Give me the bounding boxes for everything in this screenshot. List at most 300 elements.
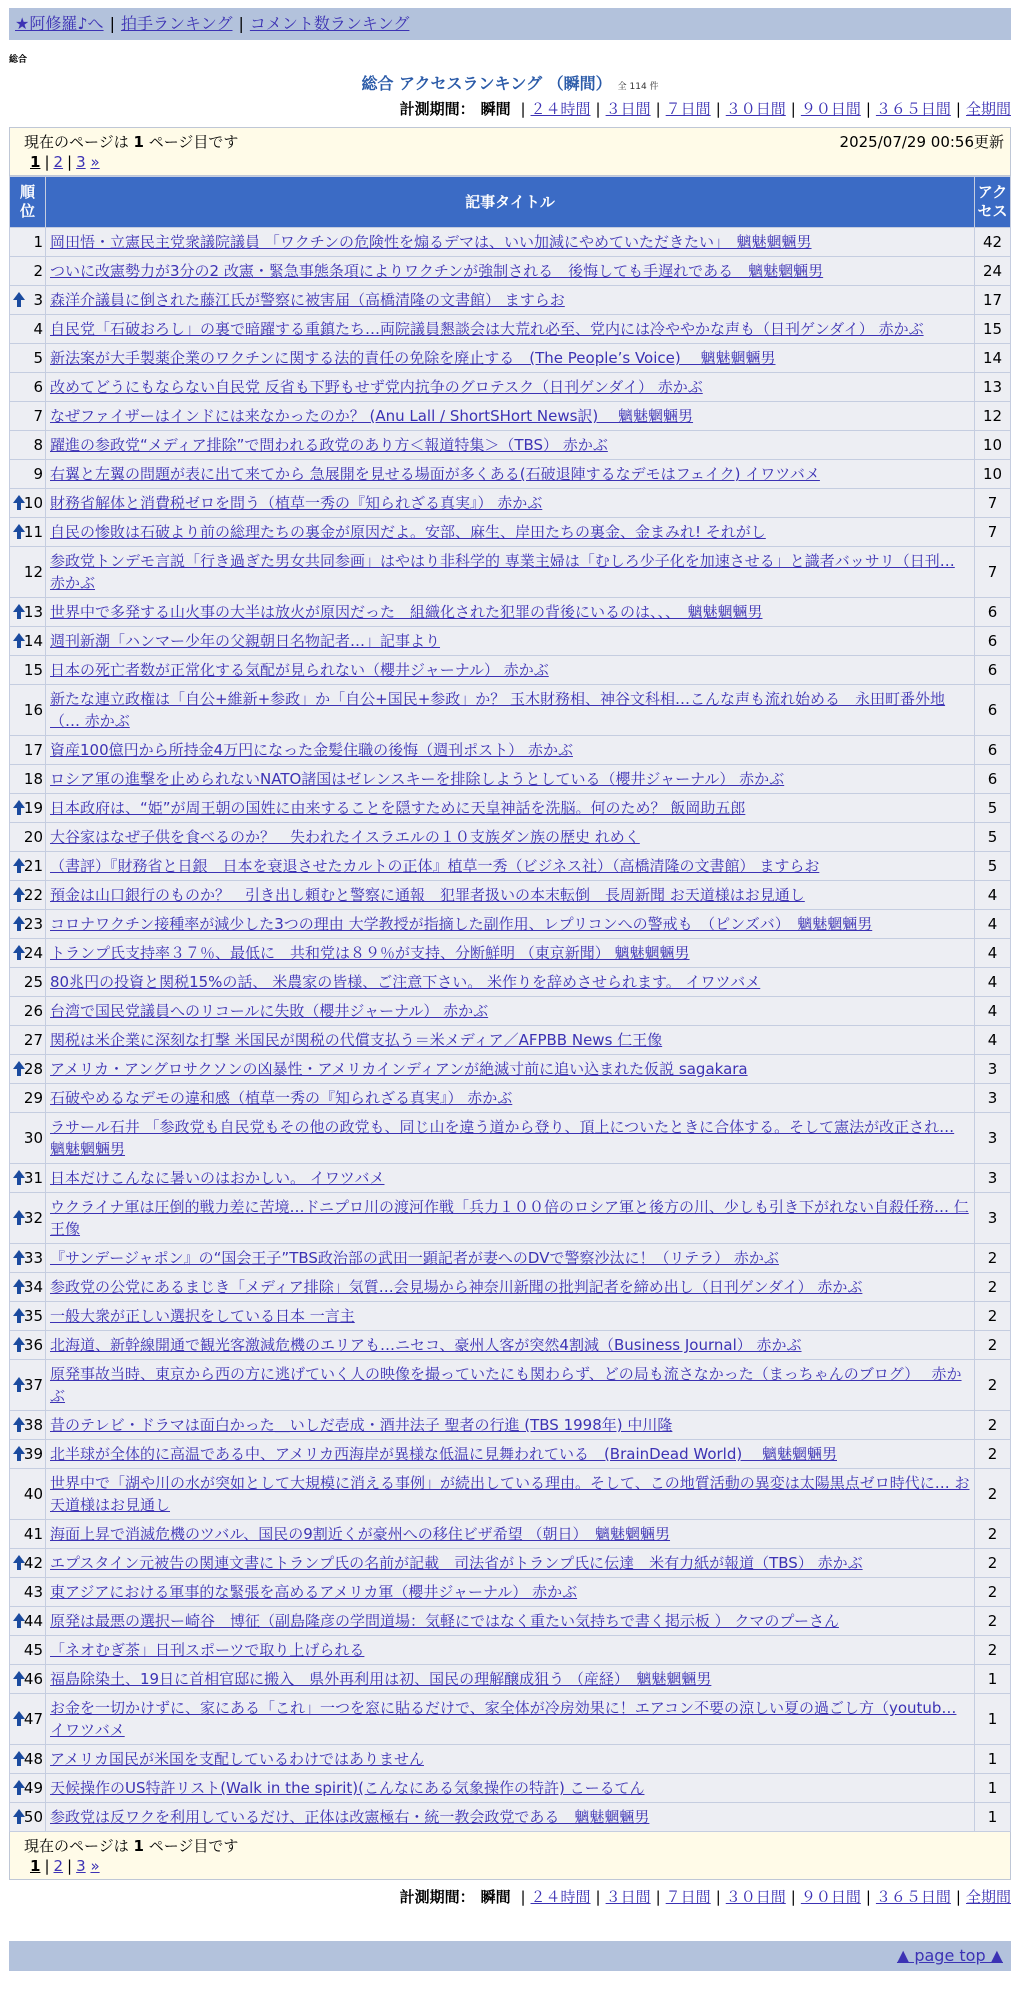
- article-title-link[interactable]: 自民党「石破おろし」の裏で暗躍する重鎮たち…両院議員懇談会は大荒れ必至、党内には冷ややかな声も（日刊ゲンダイ） 赤かぶ: [50, 320, 924, 338]
- page-link[interactable]: 3: [76, 153, 86, 171]
- access-count: 15: [975, 315, 1011, 344]
- table-row: [10, 402, 1011, 431]
- rank-number: 28: [23, 1060, 43, 1078]
- article-title-link[interactable]: 一般大衆が正しい選択をしている日本 一言主: [50, 1307, 355, 1325]
- article-title-link[interactable]: 新たな連立政権は「自公+維新+参政」か「自公+国民+参政」か？ 玉木財務相、神谷文科相…こんな声も流れ始める 永田町番外地（… 赤かぶ: [50, 690, 946, 730]
- access-count: 4: [975, 939, 1011, 968]
- rank-number: 32: [23, 1209, 43, 1227]
- article-title-link[interactable]: 世界中で「湖や川の水が突如として大規模に消える事例」が続出している理由。そして、この地質活動の異変は太陽黒点ゼロ時代に… お天道様はお見通し: [50, 1474, 970, 1514]
- title-cell: [46, 1520, 975, 1549]
- rank-up-arrow-icon: [13, 1417, 25, 1433]
- table-row: [10, 1026, 1011, 1055]
- table-row: [10, 1774, 1011, 1803]
- article-title-link[interactable]: 改めてどうにもならない自民党 反省も下野もせず党内抗争のグロテスク（日刊ゲンダイ） 赤かぶ: [50, 378, 703, 396]
- access-count: 1: [975, 1774, 1011, 1803]
- title-cell: [46, 1113, 975, 1164]
- title-cell: [46, 373, 975, 402]
- rank-cell: [10, 431, 46, 460]
- page-link[interactable]: 1: [30, 1857, 41, 1875]
- title-cell: [46, 1440, 975, 1469]
- article-title-link[interactable]: 右翼と左翼の問題が表に出て来てから 急展開を見せる場面が多くある(石破退陣するなデモはフェイク) イワツバメ: [50, 465, 820, 483]
- table-row: [10, 1193, 1011, 1244]
- home-link[interactable]: ★阿修羅♪へ: [15, 14, 104, 33]
- article-title-link[interactable]: アメリカ・アングロサクソンの凶暴性・アメリカインディアンが絶滅寸前に追い込まれた仮説 sagakara: [50, 1060, 748, 1078]
- article-title-link[interactable]: 岡田悟・立憲民主党衆議院議員 「ワクチンの危険性を煽るデマは、いい加減にやめていただきたい」 魑魅魍魎男: [50, 233, 812, 251]
- top-nav: ★阿修羅♪へ | 拍手ランキング | コメント数ランキング: [9, 8, 1011, 40]
- rank-number: 10: [23, 494, 43, 512]
- rank-number: 4: [33, 320, 43, 338]
- access-count: 1: [975, 1745, 1011, 1774]
- table-row: [10, 910, 1011, 939]
- rank-number: 26: [23, 1002, 43, 1020]
- rank-number: 18: [23, 770, 43, 788]
- rank-number: 25: [23, 973, 43, 991]
- table-row: [10, 852, 1011, 881]
- rank-number: 15: [23, 661, 43, 679]
- rank-up-arrow-icon: [13, 633, 25, 649]
- rank-cell: [10, 1665, 46, 1694]
- title-cell: [46, 547, 975, 598]
- article-title-link[interactable]: 北半球が全体的に高温である中、アメリカ西海岸が異様な低温に見舞われている (BrainDead World) 魑魅魍魎男: [50, 1445, 837, 1463]
- access-count: 3: [975, 1193, 1011, 1244]
- access-count: 2: [975, 1411, 1011, 1440]
- rank-cell: [10, 1164, 46, 1193]
- rank-number: 44: [23, 1612, 43, 1630]
- rank-cell: [10, 489, 46, 518]
- rank-cell: [10, 1193, 46, 1244]
- title-cell: [46, 794, 975, 823]
- rank-cell: [10, 1803, 46, 1832]
- article-title-link[interactable]: 日本の死亡者数が正常化する気配が見られない（櫻井ジャーナル） 赤かぶ: [50, 661, 549, 679]
- title-cell: [46, 1273, 975, 1302]
- period-link[interactable]: ２４時間: [530, 1888, 591, 1906]
- article-title-link[interactable]: アメリカ国民が米国を支配しているわけではありません: [50, 1750, 424, 1768]
- title-cell: [46, 968, 975, 997]
- access-count: 2: [975, 1578, 1011, 1607]
- page-link[interactable]: 2: [53, 1857, 64, 1875]
- rank-number: 11: [23, 523, 43, 541]
- rank-number: 21: [23, 857, 43, 875]
- article-title-link[interactable]: 週刊新潮「ハンマー少年の父親朝日名物記者…」記事より: [50, 632, 441, 650]
- access-count: 42: [975, 228, 1011, 257]
- access-count: 3: [975, 1164, 1011, 1193]
- title-cell: [46, 1164, 975, 1193]
- table-row: [10, 939, 1011, 968]
- access-count: 13: [975, 373, 1011, 402]
- rank-number: 6: [33, 378, 43, 396]
- title-cell: [46, 1055, 975, 1084]
- table-row: [10, 685, 1011, 736]
- table-row: [10, 286, 1011, 315]
- article-title-link[interactable]: 石破やめるなデモの違和感（植草一秀の『知られざる真実』） 赤かぶ: [50, 1089, 513, 1107]
- rank-cell: [10, 968, 46, 997]
- article-title-link[interactable]: 関税は米企業に深刻な打撃 米国民が関税の代償支払う＝米メディア／AFPBB News 仁王像: [50, 1031, 663, 1049]
- rank-number: 22: [23, 886, 43, 904]
- rank-cell: [10, 1055, 46, 1084]
- rank-number: 9: [33, 465, 43, 483]
- table-row: [10, 257, 1011, 286]
- next-page-link[interactable]: »: [90, 1857, 100, 1875]
- access-count: 6: [975, 765, 1011, 794]
- access-count: 2: [975, 1440, 1011, 1469]
- rank-number: 3: [33, 291, 43, 309]
- period-link[interactable]: ２４時間: [530, 100, 591, 118]
- article-title-link[interactable]: 大谷家はなぜ子供を食べるのか？ 失われたイスラエルの１０支族ダン族の歴史 れめく: [50, 828, 640, 846]
- rank-cell: [10, 736, 46, 765]
- title-cell: [46, 431, 975, 460]
- article-title-link[interactable]: 財務省解体と消費税ゼロを問う（植草一秀の『知られざる真実』） 赤かぶ: [50, 494, 543, 512]
- title-cell: [46, 402, 975, 431]
- table-row: [10, 1360, 1011, 1411]
- rank-number: 38: [23, 1416, 43, 1434]
- table-row: [10, 373, 1011, 402]
- period-label: 計測期間：: [399, 100, 475, 118]
- table-row: [10, 1302, 1011, 1331]
- period-link[interactable]: ３６５日間: [875, 1888, 951, 1906]
- article-title-link[interactable]: 原発事故当時、東京から西の方に逃げていく人の映像を撮っていたにも関わらず、どの局も流さなかった（まっちゃんのブログ） 赤かぶ: [50, 1365, 962, 1405]
- article-title-link[interactable]: コロナワクチン接種率が減少した3つの理由 大学教授が指摘した副作用、レプリコンへの警戒も （ピンズバ） 魑魅魍魎男: [50, 915, 873, 933]
- period-link[interactable]: 全期間: [965, 1888, 1011, 1906]
- period-link[interactable]: ３０日間: [725, 1888, 786, 1906]
- rank-up-arrow-icon: [13, 1446, 25, 1462]
- article-title-link[interactable]: 80兆円の投資と関税15%の話、 米農家の皆様、ご注意下さい。 米作りを辞めさせられます。 イワツバメ: [50, 973, 761, 991]
- title-cell: [46, 765, 975, 794]
- title-cell: [46, 852, 975, 881]
- table-row: [10, 315, 1011, 344]
- period-link[interactable]: ３日間: [605, 1888, 651, 1906]
- access-count: 5: [975, 794, 1011, 823]
- rank-cell: [10, 1302, 46, 1331]
- article-title-link[interactable]: 天候操作のUS特許リスト(Walk in the spirit)(こんなにある気象操作の特許) こーるてん: [50, 1779, 645, 1797]
- access-count: 5: [975, 852, 1011, 881]
- rank-cell: [10, 1331, 46, 1360]
- table-row: [10, 656, 1011, 685]
- access-count: 2: [975, 1520, 1011, 1549]
- title-cell: [46, 685, 975, 736]
- page-top-link[interactable]: ▲ page top ▲: [896, 1946, 1003, 1965]
- rank-number: 49: [23, 1779, 43, 1797]
- header-access: アクセス: [975, 177, 1011, 228]
- access-count: 2: [975, 1549, 1011, 1578]
- rank-up-arrow-icon: [13, 1671, 25, 1687]
- rank-number: 37: [23, 1376, 43, 1394]
- rank-up-arrow-icon: [13, 800, 25, 816]
- rank-number: 48: [23, 1750, 43, 1768]
- table-row: [10, 598, 1011, 627]
- rank-cell: [10, 598, 46, 627]
- title-cell: [46, 518, 975, 547]
- article-title-link[interactable]: 昔のテレビ・ドラマは面白かった＿いしだ壱成・酒井法子 聖者の行進 (TBS 1998年) 中川隆: [50, 1416, 673, 1434]
- rank-up-arrow-icon: [13, 1377, 25, 1393]
- rank-cell: [10, 1694, 46, 1745]
- access-count: 2: [975, 1360, 1011, 1411]
- rank-number: 1: [33, 233, 43, 251]
- table-row: [10, 1549, 1011, 1578]
- table-row: [10, 489, 1011, 518]
- rank-number: 46: [23, 1670, 43, 1688]
- title-cell: [46, 1636, 975, 1665]
- rank-cell: [10, 1636, 46, 1665]
- access-count: 3: [975, 1055, 1011, 1084]
- access-count: 1: [975, 1803, 1011, 1832]
- table-row: [10, 1607, 1011, 1636]
- period-link[interactable]: ９０日間: [800, 1888, 861, 1906]
- title-cell: [46, 1411, 975, 1440]
- access-count: 10: [975, 460, 1011, 489]
- rank-cell: [10, 1469, 46, 1520]
- rank-number: 2: [33, 262, 43, 280]
- rank-up-arrow-icon: [13, 1250, 25, 1266]
- rank-cell: [10, 1745, 46, 1774]
- access-count: 2: [975, 1636, 1011, 1665]
- header-title: 記事タイトル: [46, 177, 975, 228]
- rank-cell: [10, 997, 46, 1026]
- title-cell: [46, 1469, 975, 1520]
- access-count: 2: [975, 1607, 1011, 1636]
- table-row: [10, 344, 1011, 373]
- period-link[interactable]: 全期間: [965, 100, 1011, 118]
- table-row: [10, 1745, 1011, 1774]
- rank-up-arrow-icon: [13, 945, 25, 961]
- article-title-link[interactable]: 台湾で国民党議員へのリコールに失敗（櫻井ジャーナル） 赤かぶ: [50, 1002, 489, 1020]
- page-link[interactable]: 3: [76, 1857, 86, 1875]
- title-cell: [46, 1026, 975, 1055]
- period-link[interactable]: ７日間: [665, 1888, 711, 1906]
- rank-number: 20: [23, 828, 43, 846]
- rank-number: 8: [33, 436, 43, 454]
- title-cell: [46, 228, 975, 257]
- title-cell: [46, 460, 975, 489]
- article-title-link[interactable]: 参政党の公党にあるまじき「メディア排除」気質…会見場から神奈川新聞の批判記者を締め出し（日刊ゲンダイ） 赤かぶ: [50, 1278, 863, 1296]
- article-title-link[interactable]: 世界中で多発する山火事の大半は放火が原因だった 組織化された犯罪の背後にいるのは、、、 魑魅魍魎男: [50, 603, 763, 621]
- article-title-link[interactable]: 日本だけこんなに暑いのはおかしい。 イワツバメ: [50, 1169, 385, 1187]
- rank-number: 23: [23, 915, 43, 933]
- paging-box-bottom: 現在のページは 1 ページ目です 1 | 2 | 3 »: [9, 1832, 1011, 1880]
- title-cell: [46, 257, 975, 286]
- table-row: [10, 968, 1011, 997]
- rank-cell: [10, 765, 46, 794]
- period-links: | ２４時間 | ３日間 | ７日間 | ３０日間 | ９０日間 | ３６５日間 | 全期間: [520, 100, 1011, 118]
- title-cell: [46, 286, 975, 315]
- rank-cell: [10, 794, 46, 823]
- article-title-link[interactable]: なぜファイザーはインドには来なかったのか？ (Anu Lall / ShortSHort News訳) 魑魅魍魎男: [50, 407, 694, 425]
- title-cell: [46, 881, 975, 910]
- article-title-link[interactable]: 資産100億円から所持金4万円になった金髪住職の後悔（週刊ポスト） 赤かぶ: [50, 741, 573, 759]
- access-count: 6: [975, 736, 1011, 765]
- article-title-link[interactable]: エプスタイン元被告の関連文書にトランプ氏の名前が記載 司法省がトランプ氏に伝達 米有力紙が報道（TBS） 赤かぶ: [50, 1554, 863, 1572]
- title-cell: [46, 598, 975, 627]
- period-link[interactable]: ３６５日間: [875, 100, 951, 118]
- table-row: [10, 823, 1011, 852]
- table-row: [10, 736, 1011, 765]
- rank-cell: [10, 257, 46, 286]
- article-title-link[interactable]: 参政党は反ワクを利用しているだけ、正体は改憲極右・統一教会政党である 魑魅魍魎男: [50, 1808, 650, 1826]
- article-title-link[interactable]: （書評）『財務省と日銀 日本を衰退させたカルトの正体』植草一秀（ビジネス社）（高橋清隆の文書館） ますらお: [50, 857, 820, 875]
- rank-cell: [10, 1244, 46, 1273]
- rank-cell: [10, 1026, 46, 1055]
- rank-number: 30: [23, 1129, 43, 1147]
- rank-number: 31: [23, 1169, 43, 1187]
- article-title-link[interactable]: 原発は最悪の選択ー崎谷 博征（副島隆彦の学問道場：気軽にではなく重たい気持ちで書く掲示板 ） クマのプーさん: [50, 1612, 839, 1630]
- article-title-link[interactable]: 参政党トンデモ言説「行き過ぎた男女共同参画」はやはり非科学的 専業主婦は「むしろ少子化を加速させる」と識者バッサリ（日刊… 赤かぶ: [50, 552, 955, 592]
- rank-cell: [10, 1273, 46, 1302]
- rank-cell: [10, 881, 46, 910]
- title-cell: [46, 736, 975, 765]
- table-row: [10, 1244, 1011, 1273]
- category-tag: 総合: [9, 55, 28, 65]
- rank-number: 5: [33, 349, 43, 367]
- access-count: 2: [975, 1469, 1011, 1520]
- article-title-link[interactable]: 預金は山口銀行のものか？ 引き出し頼むと警察に通報 犯罪者扱いの本末転倒 長周新聞 お天道様はお見通し: [50, 886, 805, 904]
- access-count: 2: [975, 1331, 1011, 1360]
- rank-cell: [10, 1411, 46, 1440]
- access-count: 2: [975, 1244, 1011, 1273]
- period-link[interactable]: ７日間: [665, 100, 711, 118]
- table-row: [10, 1694, 1011, 1745]
- current-page-number: 1: [133, 133, 144, 151]
- article-title-link[interactable]: 日本政府は、“姫”が周王朝の国姓に由来することを隠すために天皇神話を洗脳。何のため？ 飯岡助五郎: [50, 799, 746, 817]
- title-cell: [46, 656, 975, 685]
- table-row: [10, 794, 1011, 823]
- rank-cell: [10, 547, 46, 598]
- article-title-link[interactable]: ウクライナ軍は圧倒的戦力差に苦境…ドニプロ川の渡河作戦「兵力１００倍のロシア軍と後方の川、少しも引き下がれない自殺任務… 仁王像: [50, 1198, 969, 1238]
- rank-number: 35: [23, 1307, 43, 1325]
- next-page-link[interactable]: »: [90, 153, 100, 171]
- rank-cell: [10, 344, 46, 373]
- access-count: 17: [975, 286, 1011, 315]
- rank-number: 45: [23, 1641, 43, 1659]
- period-link[interactable]: ３日間: [605, 100, 651, 118]
- period-selector-top: [9, 98, 1011, 119]
- table-row: [10, 1084, 1011, 1113]
- rank-number: 24: [23, 944, 43, 962]
- pager: 1 | 2 | 3 »: [30, 153, 100, 171]
- table-row: [10, 1469, 1011, 1520]
- access-count: 6: [975, 627, 1011, 656]
- access-count: 4: [975, 997, 1011, 1026]
- access-count: 7: [975, 518, 1011, 547]
- rank-up-arrow-icon: [13, 1061, 25, 1077]
- table-row: [10, 627, 1011, 656]
- rank-up-arrow-icon: [13, 495, 25, 511]
- article-title-link[interactable]: 新法案が大手製薬企業のワクチンに関する法的責任の免除を廃止する (The People’s Voice) 魑魅魍魎男: [50, 349, 776, 367]
- rank-up-arrow-icon: [13, 1780, 25, 1796]
- table-row: [10, 1520, 1011, 1549]
- access-count: 10: [975, 431, 1011, 460]
- rank-up-arrow-icon: [13, 1279, 25, 1295]
- rank-number: 29: [23, 1089, 43, 1107]
- period-link[interactable]: ９０日間: [800, 100, 861, 118]
- rank-number: 14: [23, 632, 43, 650]
- rank-up-arrow-icon: [13, 604, 25, 620]
- table-row: [10, 1113, 1011, 1164]
- rank-cell: [10, 286, 46, 315]
- access-count: 1: [975, 1665, 1011, 1694]
- rank-cell: [10, 1440, 46, 1469]
- rank-cell: [10, 1578, 46, 1607]
- article-title-link[interactable]: 「ネオむぎ茶」日刊スポーツで取り上げられる: [50, 1641, 365, 1659]
- table-row: [10, 997, 1011, 1026]
- article-title-link[interactable]: 福島除染土、19日に首相官邸に搬入 県外再利用は初、国民の理解醸成狙う （産経） 魑魅魍魎男: [50, 1670, 712, 1688]
- table-row: [10, 765, 1011, 794]
- article-title-link[interactable]: ロシア軍の進撃を止められないNATO諸国はゼレンスキーを排除しようとしている（櫻井ジャーナル） 赤かぶ: [50, 770, 785, 788]
- page-link[interactable]: 1: [30, 153, 41, 171]
- rank-cell: [10, 656, 46, 685]
- access-count: 12: [975, 402, 1011, 431]
- article-title-link[interactable]: 森洋介議員に倒された藤江氏が警察に被害届（高橋清隆の文書館） ますらお: [50, 291, 565, 309]
- page-link[interactable]: 2: [53, 153, 64, 171]
- article-title-link[interactable]: お金を一切かけずに、家にある「これ」一つを窓に貼るだけで、家全体が冷房効果に！エアコン不要の涼しい夏の過ごし方（youtub… イワツバメ: [50, 1699, 957, 1739]
- article-title-link[interactable]: 『サンデージャポン』の“国会王子”TBS政治部の武田一顕記者が妻へのDVで警察沙汰に！（リテラ） 赤かぶ: [50, 1249, 779, 1267]
- article-title-link[interactable]: 北海道、新幹線開通で観光客激減危機のエリアも…ニセコ、豪州人客が突然4割減（Business Journal） 赤かぶ: [50, 1336, 802, 1354]
- article-title-link[interactable]: 東アジアにおける軍事的な緊張を高めるアメリカ軍（櫻井ジャーナル） 赤かぶ: [50, 1583, 578, 1601]
- rank-up-arrow-icon: [13, 916, 25, 932]
- period-selector-bottom: 計測期間： 瞬間 | ２４時間 | ３日間 | ７日間 | ３０日間 | ９０日間 | ３６５日間 | 全期間: [399, 1888, 1011, 1906]
- access-count: 6: [975, 656, 1011, 685]
- title-cell: [46, 1331, 975, 1360]
- rank-cell: [10, 228, 46, 257]
- table-row: [10, 1055, 1011, 1084]
- rank-cell: [10, 823, 46, 852]
- title-cell: [46, 910, 975, 939]
- title-cell: [46, 1774, 975, 1803]
- rank-up-arrow-icon: [13, 1337, 25, 1353]
- title-cell: [46, 1745, 975, 1774]
- pager-bottom: 1 | 2 | 3 »: [30, 1857, 100, 1875]
- rank-cell: [10, 518, 46, 547]
- rank-cell: [10, 373, 46, 402]
- rank-up-arrow-icon: [13, 524, 25, 540]
- article-title-link[interactable]: 海面上昇で消滅危機のツバル、国民の9割近くが豪州への移住ビザ希望 （朝日） 魑魅魍魎男: [50, 1525, 671, 1543]
- title-cell: [46, 1665, 975, 1694]
- table-row: [10, 1578, 1011, 1607]
- rank-number: 43: [23, 1583, 43, 1601]
- access-count: 2: [975, 1302, 1011, 1331]
- rank-cell: [10, 852, 46, 881]
- rank-number: 19: [23, 799, 43, 817]
- rank-cell: [10, 315, 46, 344]
- table-row: [10, 1440, 1011, 1469]
- access-count: 4: [975, 910, 1011, 939]
- article-title-link[interactable]: ついに改憲勢力が3分の2 改憲・緊急事態条項によりワクチンが強制される 後悔しても手遅れである 魑魅魍魎男: [50, 262, 824, 280]
- comment-ranking-link[interactable]: コメント数ランキング: [249, 14, 410, 33]
- rank-cell: [10, 460, 46, 489]
- rank-cell: [10, 1774, 46, 1803]
- rank-number: 12: [23, 563, 43, 581]
- period-link[interactable]: ３０日間: [725, 100, 786, 118]
- header-rank: 順位: [10, 177, 46, 228]
- title-cell: [46, 1244, 975, 1273]
- rank-cell: [10, 1113, 46, 1164]
- access-count: 6: [975, 685, 1011, 736]
- article-title-link[interactable]: トランプ氏支持率３７％、最低に 共和党は８９％が支持、分断鮮明 （東京新聞） 魑魅魍魎男: [50, 944, 690, 962]
- period-current: 瞬間: [480, 100, 511, 118]
- rank-number: 13: [23, 603, 43, 621]
- rank-cell: [10, 685, 46, 736]
- table-row: [10, 1803, 1011, 1832]
- table-row: [10, 460, 1011, 489]
- article-title-link[interactable]: 躍進の参政党“メディア排除”で問われる政党のあり方＜報道特集＞（TBS） 赤かぶ: [50, 436, 608, 454]
- article-title-link[interactable]: 自民の惨敗は石破より前の総理たちの裏金が原因だよ。安部、麻生、岸田たちの裏金、金まみれ! それがし: [50, 523, 766, 541]
- period-links-bottom: | ２４時間 | ３日間 | ７日間 | ３０日間 | ９０日間 | ３６５日間 | 全期間: [520, 1888, 1011, 1906]
- article-title-link[interactable]: ラサール石井 「参政党も自民党もその他の政党も、同じ山を違う道から登り、頂上についたときに合体する。そして憲法が改正され… 魑魅魍魎男: [50, 1118, 955, 1158]
- applause-ranking-link[interactable]: 拍手ランキング: [120, 14, 233, 33]
- rank-up-arrow-icon: [13, 292, 25, 308]
- ranking-title: 総合 アクセスランキング （瞬間）: [361, 74, 612, 93]
- rank-up-arrow-icon: [13, 1613, 25, 1629]
- table-row: [10, 518, 1011, 547]
- title-cell: [46, 997, 975, 1026]
